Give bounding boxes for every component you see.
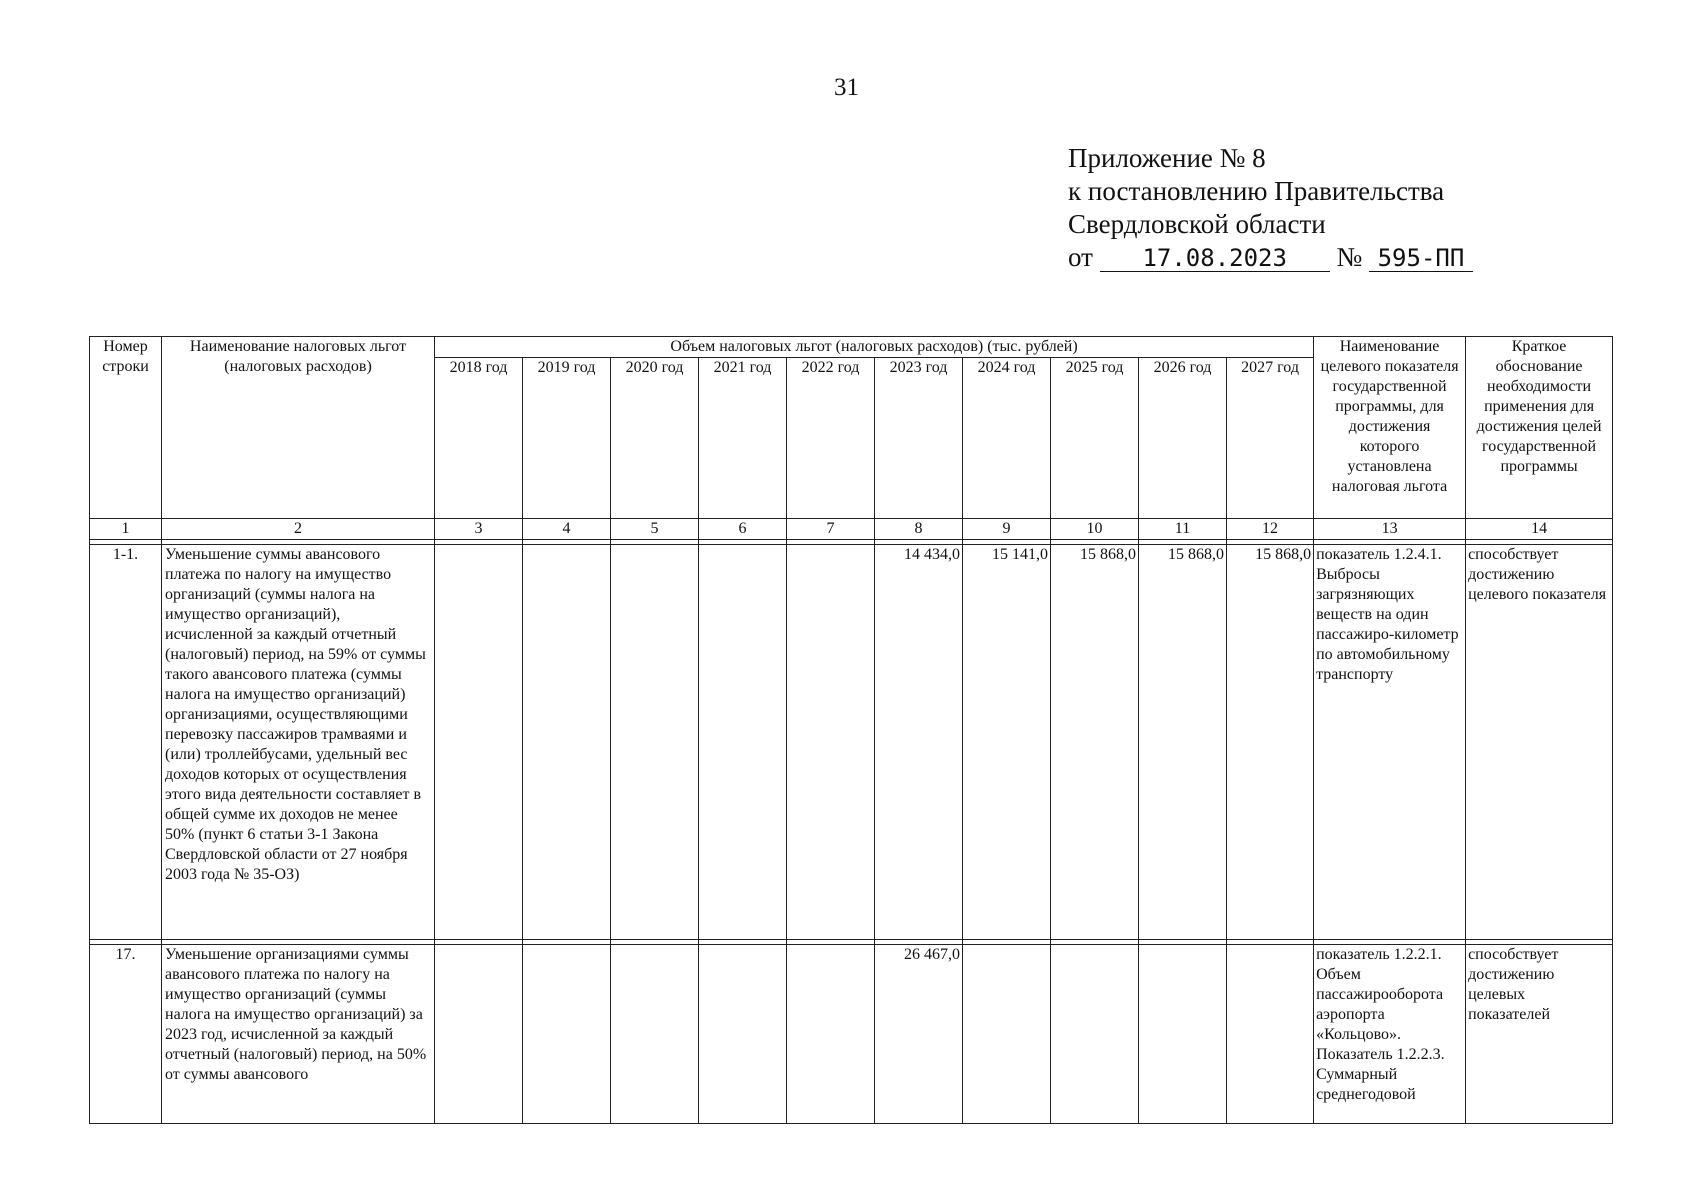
value-cell [699,545,787,940]
header-year: 2026 год [1139,358,1227,519]
value-cell [523,545,611,940]
header-justification: Краткое обоснование необходимости применения для достижения целей государственной программы [1466,337,1613,519]
header-benefit-name: Наименование налоговых льгот (налоговых расходов) [162,337,435,519]
appendix-region: Свердловской области [1068,209,1326,239]
table-row [90,545,1613,940]
value-cell [435,545,523,940]
value-cell: 14 434,0 [875,545,963,940]
header-target-indicator: Наименование целевого показателя государственной программы, для достижения которого установлена налоговая льгота [1314,337,1466,519]
header-year: 2019 год [523,358,611,519]
column-number: 13 [1314,519,1466,540]
header-year: 2025 год [1051,358,1139,519]
column-number: 3 [435,519,523,540]
appendix-title: Приложение № 8 [1068,143,1266,173]
row-number: 1-1. [90,545,162,940]
column-number: 4 [523,519,611,540]
header-year: 2018 год [435,358,523,519]
value-cell: 15 868,0 [1051,545,1139,940]
column-number: 10 [1051,519,1139,540]
benefit-name: Уменьшение организациями суммы авансового платежа по налогу на имущество организаций (суммы налога на имущество организаций) за 2023 год, исчисленной за каждый отчетный (налоговый) период, на 50% от суммы авансового [162,945,435,1124]
appendix-date-line [1068,241,1473,274]
page-number: 31 [834,74,859,101]
column-number: 6 [699,519,787,540]
target-indicator: показатель 1.2.4.1. Выбросы загрязняющих веществ на один пассажиро-километр по автомобильному транспорту [1314,545,1466,940]
header-year: 2020 год [611,358,699,519]
target-indicator: показатель 1.2.2.1. Объем пассажирооборота аэропорта «Кольцово». Показатель 1.2.2.3. Суммарный среднегодовой [1314,945,1466,1124]
value-cell [1227,945,1314,1124]
benefit-name: Уменьшение суммы авансового платежа по налогу на имущество организаций (суммы налога на имущество организаций), исчисленной за каждый отчетный (налоговый) период, на 59% от суммы такого авансового платежа (суммы налога на имущество организаций) организациями, осуществляющими перевозку пассажиров трамваями и (или) троллейбусами, удельный вес доходов которых от осуществления этого вида деятельности составляет в общей сумме их доходов не менее 50% (пункт 6 статьи 3-1 Закона Свердловской области от 27 ноября 2003 года № 35-ОЗ) [162,545,435,940]
value-cell [699,945,787,1124]
header-year: 2027 год [1227,358,1314,519]
value-cell: 15 868,0 [1227,545,1314,940]
resolution-date: 17.08.2023 [1100,245,1330,272]
header-row-1 [90,337,1613,358]
value-cell [611,545,699,940]
header-volume: Объем налоговых льгот (налоговых расходов) (тыс. рублей) [435,337,1314,358]
appendix-block [1068,142,1473,274]
column-number: 1 [90,519,162,540]
tax-benefits-table [89,336,1613,1124]
appendix-resolution: к постановлению Правительства [1068,176,1445,206]
header-year: 2023 год [875,358,963,519]
value-cell [963,945,1051,1124]
value-cell [1051,945,1139,1124]
number-label: № [1336,242,1363,272]
from-label: от [1068,242,1093,272]
resolution-number: 595-ПП [1369,245,1473,272]
column-number: 11 [1139,519,1227,540]
value-cell [611,945,699,1124]
column-number: 9 [963,519,1051,540]
value-cell: 15 868,0 [1139,545,1227,940]
column-number: 5 [611,519,699,540]
column-numbers-row [90,519,1613,540]
column-number: 8 [875,519,963,540]
justification: способствует достижению целевых показателей [1466,945,1613,1124]
header-row-number: Номер строки [90,337,162,519]
justification: способствует достижению целевого показателя [1466,545,1613,940]
value-cell: 26 467,0 [875,945,963,1124]
value-cell [523,945,611,1124]
value-cell [787,945,875,1124]
table-row [90,945,1613,1124]
value-cell: 15 141,0 [963,545,1051,940]
header-year: 2024 год [963,358,1051,519]
value-cell [787,545,875,940]
header-year: 2021 год [699,358,787,519]
value-cell [1139,945,1227,1124]
column-number: 2 [162,519,435,540]
header-year: 2022 год [787,358,875,519]
value-cell [435,945,523,1124]
column-number: 7 [787,519,875,540]
column-number: 14 [1466,519,1613,540]
row-number: 17. [90,945,162,1124]
column-number: 12 [1227,519,1314,540]
